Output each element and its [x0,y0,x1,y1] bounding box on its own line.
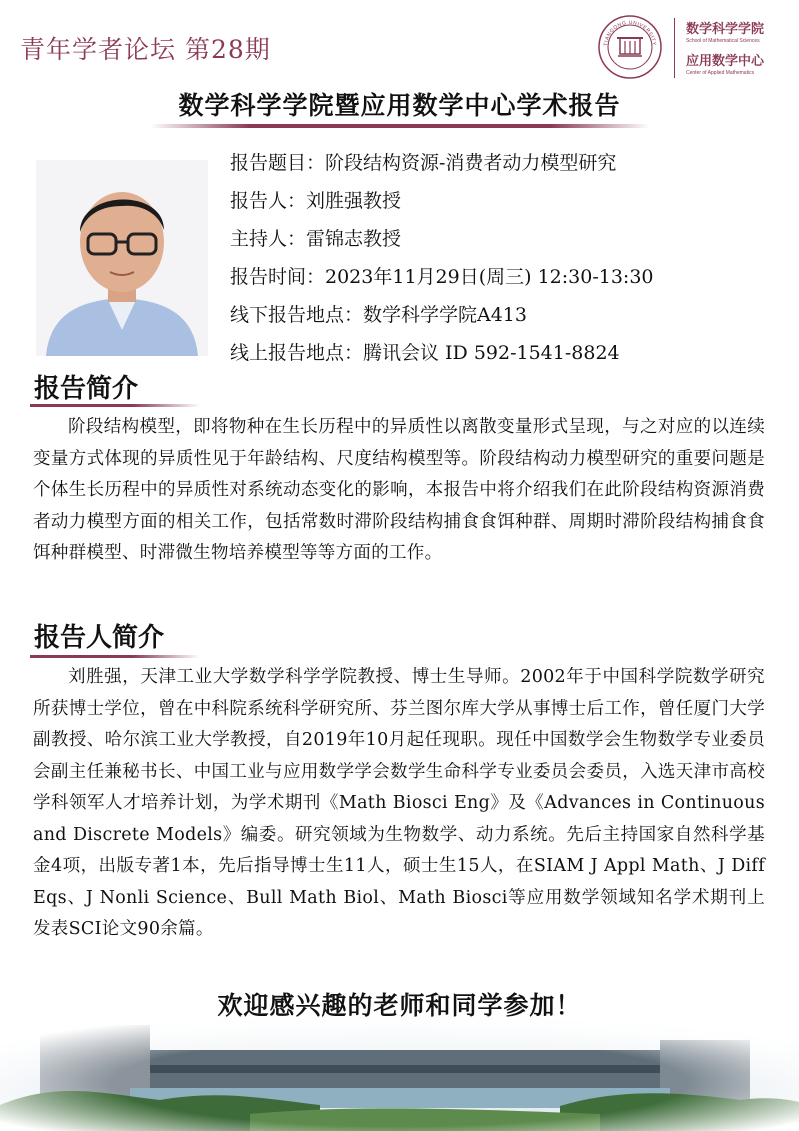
welcome-message: 欢迎感兴趣的老师和同学参加！ [217,991,582,1020]
online-location: 线上报告地点：腾讯会议 ID 592-1541-8824 [230,342,620,364]
org-name-cn: 应用数学中心 [686,54,765,69]
title-underline [150,124,650,128]
org-name-en: School of Mathematical Sciences [686,38,760,44]
talk-title: 报告题目：阶段结构资源-消费者动力模型研究 [230,152,617,174]
bio-heading: 报告人简介 [34,623,165,653]
campus-skyline-image [0,1010,799,1131]
talk-time: 报告时间：2023年11月29日(周三) 12:30-13:30 [230,266,654,288]
org-block [686,18,764,82]
abstract-underline [30,404,200,407]
org-name-cn: 数学科学学院 [686,22,765,37]
abstract-heading: 报告简介 [34,374,139,404]
bio-underline [30,655,200,658]
main-title: 数学科学学院暨应用数学中心学术报告 [178,91,621,120]
host: 主持人：雷锦志教授 [230,228,402,250]
bio-text: 刘胜强，天津工业大学数学科学学院教授、博士生导师。2002年于中国科学院数学研究所获博士学位，曾在中科院系统科学研究所、芬兰图尔库大学从事博士后工作，曾任厦门大学副教授、哈尔滨工业大学教授，自2019年10月起任现职。现任中国数学会生物数学专业委员会副主任兼秘书长、中国工业与应用数学学会数学生命科学专业委员会委员，入选天津市高校学科领军人才培养计划，为学术期刊《Math Biosci Eng》及《Advances in Continuous and Discrete Models》编委。研究领域为生物数学、动力系统。先后主持国家自然科学基金4项，出版专著1本，先后指导博士生11人，硕士生15人，在SIAM J Appl Math、J Diff Eqs、J Nonli Science、Bull Math Biol、Math Biosci等应用数学领域知名学术期刊上发表SCI论文90余篇。 [33,667,765,939]
abstract-text: 阶段结构模型，即将物种在生长历程中的异质性以离散变量形式呈现，与之对应的以连续变量方式体现的异质性见于年龄结构、尺度结构模型等。阶段结构动力模型研究的重要问题是个体生长历程中的异质性对系统动态变化的影响，本报告中将介绍我们在此阶段结构资源消费者动力模型方面的相关工作，包括常数时滞阶段结构捕食食饵种群、周期时滞阶段结构捕食食饵种群模型、时滞微生物培养模型等等方面的工作。 [33,417,765,563]
speaker: 报告人：刘胜强教授 [230,190,402,212]
series-title: 青年学者论坛 第28期 [20,35,271,64]
talk-info [230,144,654,372]
university-logo [597,14,663,80]
offline-location: 线下报告地点：数学科学学院A413 [230,304,527,326]
speaker-photo [36,160,208,356]
svg-text:TIANGONG UNIVERSITY: TIANGONG UNIVERSITY [602,19,658,47]
logo-divider [674,18,675,78]
org-name-en: Center of Applied Mathematics [686,70,755,76]
